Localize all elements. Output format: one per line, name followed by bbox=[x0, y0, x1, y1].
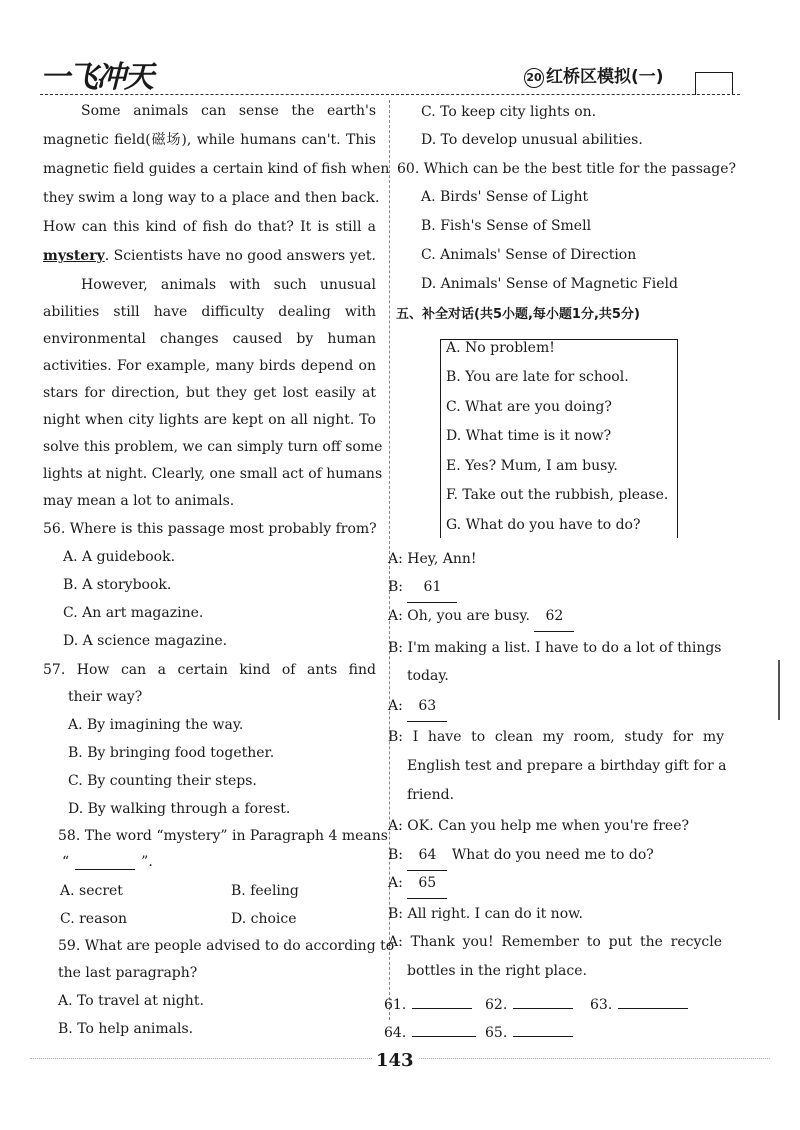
dialogue-line: B: I have to clean my room, study for my bbox=[388, 729, 724, 745]
passage-line: mystery. Scientists have no good answers yet. bbox=[43, 248, 376, 264]
question-57: 57. How can a certain kind of ants find bbox=[43, 662, 376, 678]
answer-64: 64. bbox=[384, 1018, 476, 1048]
page-number: 143 bbox=[372, 1050, 418, 1071]
question-58: 58. The word “mystery” in Paragraph 4 means bbox=[58, 828, 388, 844]
passage-line: activities. For example, many birds depend on bbox=[43, 358, 376, 374]
dialogue-line: bottles in the right place. bbox=[407, 963, 587, 979]
corner-decoration bbox=[695, 72, 733, 95]
choice-e: E. Yes? Mum, I am busy. bbox=[446, 458, 618, 474]
dialogue-line: A: 63 bbox=[388, 692, 447, 722]
q57-option: B. By bringing food together. bbox=[68, 745, 275, 761]
q60-option: D. Animals' Sense of Magnetic Field bbox=[421, 276, 678, 292]
dialogue-line: A: Thank you! Remember to put the recycle bbox=[388, 934, 722, 950]
passage-line: solve this problem, we can simply turn off some bbox=[43, 439, 383, 455]
q56-option: D. A science magazine. bbox=[63, 633, 228, 649]
q59-option: D. To develop unusual abilities. bbox=[421, 132, 643, 148]
q60-option: B. Fish's Sense of Smell bbox=[421, 218, 592, 234]
q56-option: C. An art magazine. bbox=[63, 605, 204, 621]
passage-line: Some animals can sense the earth's bbox=[81, 103, 376, 119]
answer-62: 62. bbox=[485, 990, 573, 1020]
q58-option: B. feeling bbox=[231, 883, 299, 899]
dialogue-line: A: Hey, Ann! bbox=[388, 551, 477, 567]
dialogue-line: B: All right. I can do it now. bbox=[388, 906, 583, 922]
choice-g: G. What do you have to do? bbox=[446, 517, 641, 533]
question-56: 56. Where is this passage most probably from? bbox=[43, 521, 377, 537]
mystery-word: mystery bbox=[43, 248, 105, 264]
blank-61: 61 bbox=[407, 573, 457, 603]
dialogue-line: B: 61 bbox=[388, 573, 457, 603]
passage-line: magnetic field guides a certain kind of fish when bbox=[43, 161, 390, 177]
q57-option: C. By counting their steps. bbox=[68, 773, 257, 789]
dialogue-line: friend. bbox=[407, 787, 455, 803]
dialogue-line: English test and prepare a birthday gift for a bbox=[407, 758, 727, 774]
passage-line: However, animals with such unusual bbox=[81, 277, 376, 293]
blank-62: 62 bbox=[534, 602, 574, 632]
question-60: 60. Which can be the best title for the passage? bbox=[397, 161, 736, 177]
passage-line: may mean a lot to animals. bbox=[43, 493, 235, 509]
section-5-title: 五、补全对话(共5小题,每小题1分,共5分) bbox=[396, 307, 640, 322]
q56-option: A. A guidebook. bbox=[63, 549, 176, 565]
dialogue-line: A: Oh, you are busy. 62 bbox=[388, 602, 574, 632]
choice-c: C. What are you doing? bbox=[446, 399, 612, 415]
passage-line: abilities still have difficulty dealing with bbox=[43, 304, 376, 320]
q57-option: D. By walking through a forest. bbox=[68, 801, 291, 817]
q58-option: A. secret bbox=[60, 883, 123, 899]
question-57-cont: their way? bbox=[68, 689, 143, 705]
answer-61: 61. bbox=[384, 990, 472, 1020]
blank-64: 64 bbox=[407, 841, 447, 871]
dialogue-line: B: 64 What do you need me to do? bbox=[388, 841, 654, 871]
exam-title bbox=[524, 62, 664, 88]
choice-d: D. What time is it now? bbox=[446, 428, 612, 444]
exam-title-text: 红桥区模拟(一) bbox=[546, 67, 664, 87]
header-divider bbox=[40, 94, 740, 95]
passage-line: How can this kind of fish do that? It is still a bbox=[43, 219, 376, 235]
q58-option: D. choice bbox=[231, 911, 297, 927]
dialogue-line: A: OK. Can you help me when you're free? bbox=[388, 818, 689, 834]
q60-option: A. Birds' Sense of Light bbox=[421, 189, 589, 205]
choice-b: B. You are late for school. bbox=[446, 369, 629, 385]
dialogue-line: B: I'm making a list. I have to do a lot of things bbox=[388, 640, 722, 656]
scan-artifact bbox=[778, 660, 780, 720]
passage-line: night when city lights are kept on all night. To bbox=[43, 412, 376, 428]
question-59-cont: the last paragraph? bbox=[58, 965, 198, 981]
q59-option: A. To travel at night. bbox=[58, 993, 204, 1009]
choice-a: A. No problem! bbox=[446, 340, 555, 356]
q59-option: C. To keep city lights on. bbox=[421, 104, 597, 120]
question-58-blank: “ ”. bbox=[62, 848, 153, 877]
passage-line: stars for direction, but they get lost easily at bbox=[43, 385, 376, 401]
q59-option: B. To help animals. bbox=[58, 1021, 194, 1037]
passage-line: environmental changes caused by human bbox=[43, 331, 376, 347]
passage-line: lights at night. Clearly, one small act of humans bbox=[43, 466, 383, 482]
passage-line: they swim a long way to a place and then back. bbox=[43, 190, 380, 206]
dialogue-line: A: 65 bbox=[388, 869, 447, 899]
choice-f: F. Take out the rubbish, please. bbox=[446, 487, 669, 503]
brand-logo: 一飞冲天 bbox=[40, 60, 152, 95]
exam-number-badge: 20 bbox=[524, 68, 544, 88]
answer-63: 63. bbox=[590, 990, 688, 1020]
blank-63: 63 bbox=[407, 692, 447, 722]
dialogue-line: today. bbox=[407, 668, 449, 684]
q56-option: B. A storybook. bbox=[63, 577, 172, 593]
passage-line: magnetic field(磁场), while humans can't. This bbox=[43, 132, 376, 148]
q58-option: C. reason bbox=[60, 911, 128, 927]
q60-option: C. Animals' Sense of Direction bbox=[421, 247, 637, 263]
question-59: 59. What are people advised to do according to bbox=[58, 938, 395, 954]
answer-65: 65. bbox=[485, 1018, 573, 1048]
q57-option: A. By imagining the way. bbox=[68, 717, 244, 733]
blank-65: 65 bbox=[407, 869, 447, 899]
